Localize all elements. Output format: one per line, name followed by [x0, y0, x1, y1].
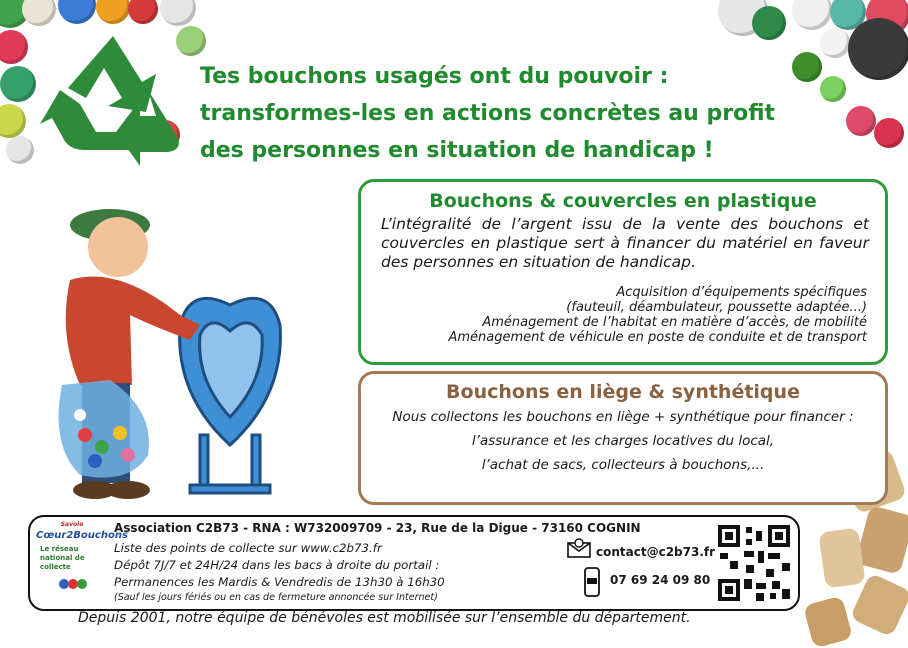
closing-statement: Depuis 2001, notre équipe de bénévoles est mobilisée sur l’ensemble du département. — [78, 610, 691, 626]
list-item: l’achat de sacs, collecteurs à bouchons,... — [481, 457, 765, 473]
email-link[interactable]: contact@c2b73.fr — [596, 545, 716, 559]
association-info: Association C2B73 - RNA : W732009709 - 23, Rue de la Digue - 73160 COGNIN — [114, 521, 641, 535]
cork-description — [361, 405, 885, 477]
list-item: Aménagement de l’habitat en matière d’accès, de mobilité — [482, 315, 867, 330]
cork-caps-card — [358, 371, 888, 505]
hours-note: (Sauf les jours fériés ou en cas de fermeture annoncée sur Internet) — [114, 592, 438, 603]
title-line-3: des personnes en situation de handicap ! — [200, 138, 714, 163]
list-item: Nous collectons les bouchons en liège + synthétique pour financer : — [392, 409, 854, 425]
phone-number[interactable]: 07 69 24 09 80 — [610, 573, 711, 587]
list-item: (fauteuil, déambulateur, poussette adaptée...) — [566, 300, 867, 315]
email-icon — [566, 537, 592, 559]
cork-heading: Bouchons en liège & synthétique — [446, 381, 800, 403]
plastic-heading: Bouchons & couvercles en plastique — [429, 190, 817, 212]
plastic-caps-card — [358, 179, 888, 365]
recycle-icon — [38, 28, 188, 168]
list-item: l’assurance et les charges locatives du local, — [471, 433, 775, 449]
qr-code[interactable] — [716, 523, 792, 603]
hours-line: Permanences les Mardis & Vendredis de 13h30 à 16h30 — [114, 575, 445, 589]
list-item: Acquisition d’équipements spécifiques — [616, 285, 867, 300]
collection-info — [114, 540, 445, 605]
website-line: Liste des points de collecte sur www.c2b73.fr — [114, 541, 382, 555]
phone-icon — [582, 567, 602, 597]
plastic-uses-list — [361, 285, 867, 345]
deposit-line: Dépôt 7J/7 et 24H/24 dans les bacs à droite du portail : — [114, 558, 440, 572]
title-line-1: Tes bouchons usagés ont du pouvoir : — [200, 64, 669, 89]
list-item: Aménagement de véhicule en poste de conduite et de transport — [448, 330, 867, 345]
page-title — [200, 58, 840, 169]
title-line-2: transformes-les en actions concrètes au profit — [200, 101, 776, 126]
contact-footer — [28, 515, 800, 611]
volunteer-illustration — [40, 185, 320, 515]
plastic-description: L’intégralité de l’argent issu de la vente des bouchons et couvercles en plastique sert à financer du matériel en faveur des personnes en situation de handicap. — [381, 215, 869, 271]
coeur2bouchons-logo: Savoie Cœur2Bouchons Le réseau national de collecte — [36, 521, 108, 605]
